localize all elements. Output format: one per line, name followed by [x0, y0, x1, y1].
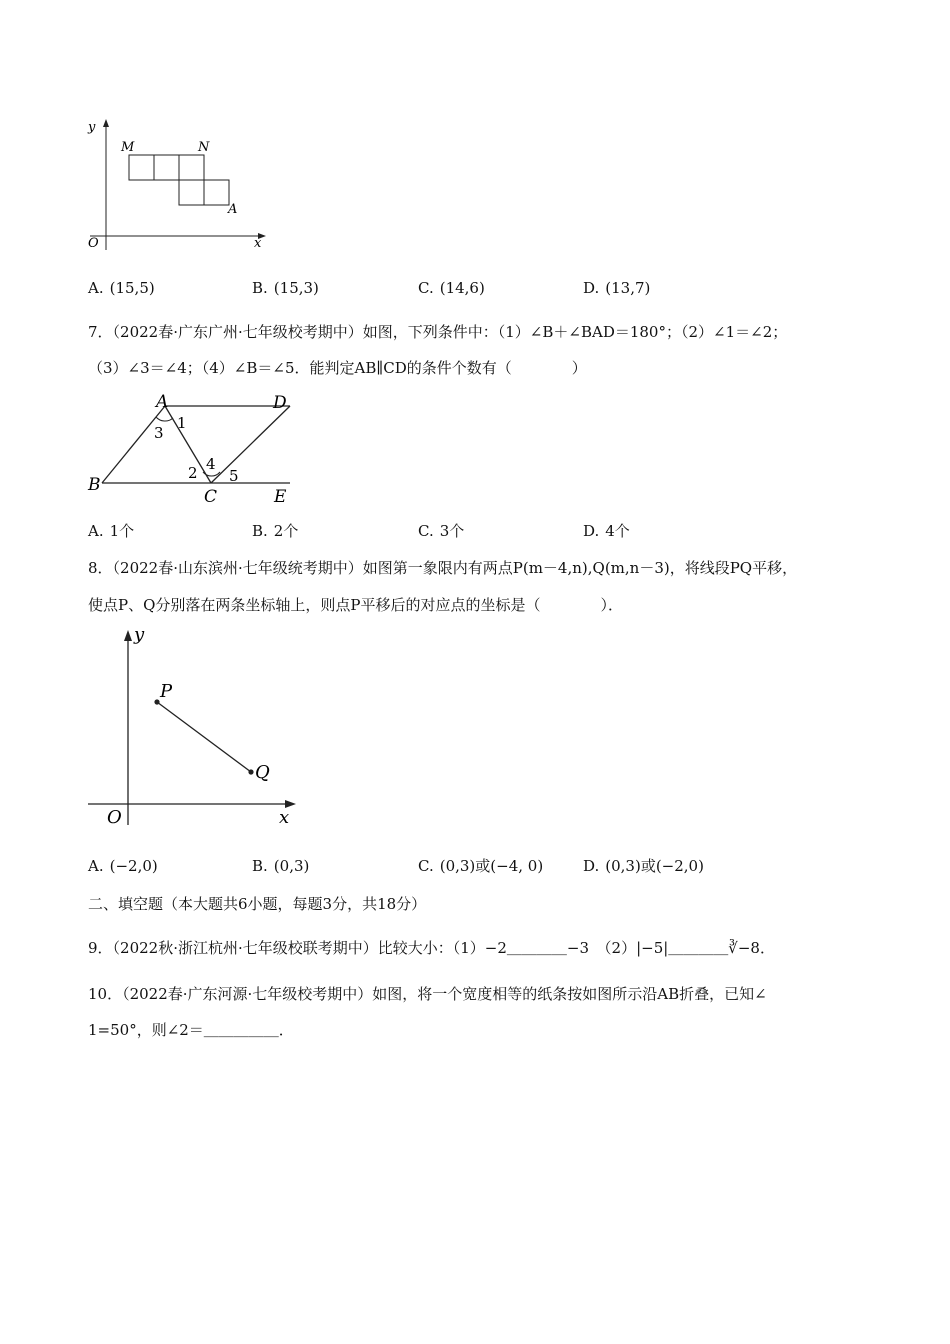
vertex-a-label: A [156, 392, 169, 412]
vertex-c-label: C [204, 487, 218, 507]
q8-stem-line1: 8．（2022春·山东滨州·七年级统考期中）如图第一象限内有两点P(m－4,n),Q(m,n－3)，将线段PQ平移， [88, 559, 798, 577]
angle-3-label: 3 [154, 424, 164, 442]
q7-option-d[interactable]: D. 4个 [583, 522, 630, 540]
q8-stem-line2: 使点P、Q分别落在两条坐标轴上，则点P平移后的对应点的坐标是（ ）． [88, 596, 623, 614]
q10-stem-line1: 10．（2022春·广东河源·七年级校考期中）如图，将一个宽度相等的纸条按如图所示沿AB折叠，已知∠ [88, 985, 767, 1003]
point-p-label: P [160, 681, 173, 702]
q6-option-a[interactable]: A. (15,5) [88, 279, 155, 297]
angle-2-label: 2 [188, 464, 198, 482]
q8-option-c[interactable]: C. (0,3)或(−4, 0) [418, 857, 544, 875]
point-q-label: Q [255, 762, 270, 783]
x-axis-label: x [254, 236, 262, 251]
q7-option-b[interactable]: B. 2个 [252, 522, 299, 540]
figure-parallel-lines [80, 390, 310, 510]
q8-option-a[interactable]: A. (−2,0) [88, 857, 158, 875]
vertex-e-label: E [274, 487, 287, 507]
y-axis-label: y [88, 120, 96, 135]
q7-stem-line2: （3）∠3＝∠4；（4）∠B＝∠5．能判定AB∥CD的条件个数有（ ） [88, 359, 587, 377]
section-heading-fill-in: 二、填空题（本大题共6小题，每题3分，共18分） [88, 895, 427, 913]
q7-option-a[interactable]: A. 1个 [88, 522, 135, 540]
figure-grid-path [80, 115, 280, 255]
q8-option-d[interactable]: D. (0,3)或(−2,0) [583, 857, 704, 875]
q8-option-b[interactable]: B. (0,3) [252, 857, 310, 875]
angle-1-label: 1 [177, 414, 187, 432]
q7-option-c[interactable]: C. 3个 [418, 522, 465, 540]
figure-segment-pq [80, 625, 310, 830]
q9-stem: 9．（2022秋·浙江杭州·七年级校联考期中）比较大小：（1）−2＿＿＿＿−3 （2）|−5|＿＿＿＿∛−8． [88, 939, 775, 957]
point-a-label: A [228, 202, 238, 217]
q6-option-d[interactable]: D. (13,7) [583, 279, 651, 297]
y-axis-label: y [134, 625, 145, 645]
angle-4-label: 4 [206, 455, 216, 473]
vertex-b-label: B [88, 475, 101, 495]
q10-stem-line2: 1=50°，则∠2＝＿＿＿＿＿． [88, 1021, 294, 1039]
q7-stem-line1: 7．（2022春·广东广州·七年级校考期中）如图，下列条件中：（1）∠B＋∠BAD＝180°；（2）∠1＝∠2； [88, 323, 788, 341]
origin-label: O [107, 807, 122, 828]
vertex-d-label: D [273, 393, 287, 413]
x-axis-label: x [279, 807, 290, 828]
point-n-label: N [198, 140, 210, 155]
q6-option-b[interactable]: B. (15,3) [252, 279, 319, 297]
origin-label: O [88, 236, 99, 251]
point-m-label: M [121, 140, 135, 155]
q6-option-c[interactable]: C. (14,6) [418, 279, 485, 297]
angle-5-label: 5 [229, 467, 239, 485]
